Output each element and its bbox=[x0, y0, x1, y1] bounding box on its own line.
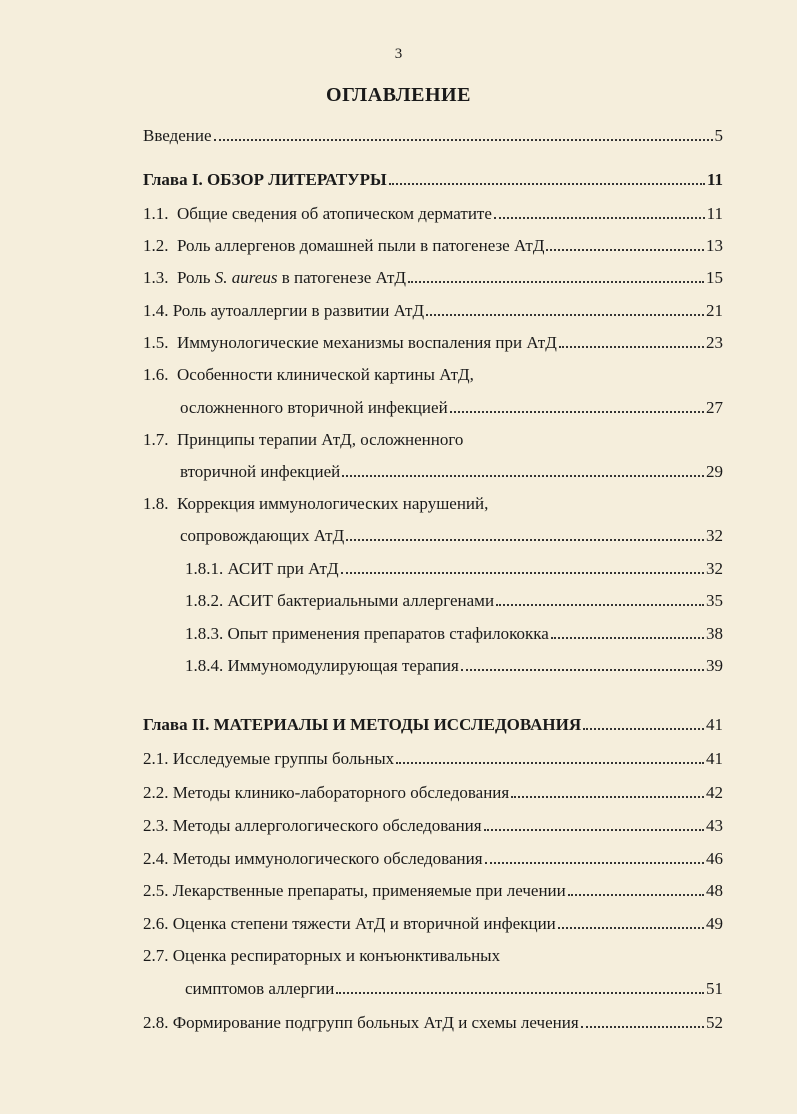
dot-leader bbox=[511, 796, 704, 798]
dot-leader bbox=[461, 669, 704, 671]
toc-entry-1-8 bbox=[143, 492, 723, 516]
toc-entry-label: Коррекция иммунологических нарушений, bbox=[177, 494, 489, 513]
toc-entry-page: 52 bbox=[706, 1013, 723, 1032]
dot-leader bbox=[389, 183, 705, 185]
toc-entry-label: Общие сведения об атопическом дерматите bbox=[177, 204, 492, 223]
dot-leader bbox=[214, 139, 713, 141]
dot-leader bbox=[336, 992, 704, 994]
toc-entry-1-1 bbox=[143, 202, 723, 226]
toc-entry-label: 1.8.2. АСИТ бактериальными аллергенами bbox=[185, 591, 495, 610]
toc-entry-page: 38 bbox=[706, 624, 723, 643]
dot-leader bbox=[346, 539, 704, 541]
toc-entry-label-cont: осложненного вторичной инфекцией bbox=[180, 398, 448, 417]
toc-entry-label: 2.8. Формирование подгрупп больных АтД и схемы лечения bbox=[143, 1013, 579, 1032]
toc-entry-page: 48 bbox=[706, 881, 723, 900]
toc-entry-page: 23 bbox=[706, 333, 723, 352]
toc-entry-2-8 bbox=[143, 1011, 723, 1035]
toc-entry-1-6-cont bbox=[180, 396, 723, 420]
dot-leader bbox=[558, 927, 704, 929]
dot-leader bbox=[581, 1026, 704, 1028]
toc-entry-1-3 bbox=[143, 266, 723, 290]
toc-entry-label: 1.8.3. Опыт применения препаратов стафилококка bbox=[185, 624, 549, 643]
toc-entry-label-italic: S. aureus bbox=[214, 268, 278, 287]
toc-entry-page: 29 bbox=[706, 462, 723, 481]
toc-entry-1-8-1 bbox=[185, 557, 723, 581]
toc-entry-label: 2.1. Исследуемые группы больных bbox=[143, 749, 395, 768]
toc-entry-1-8-cont bbox=[180, 524, 723, 548]
toc-entry-label: 1.8.1. АСИТ при АтД bbox=[185, 559, 339, 578]
dot-leader bbox=[450, 411, 704, 413]
toc-entry-label: Роль аллергенов домашней пыли в патогенезе АтД bbox=[177, 236, 545, 255]
toc-entry-page: 51 bbox=[706, 979, 723, 998]
dot-leader bbox=[546, 249, 704, 251]
toc-entry-label: Роль аутоаллергии в развитии АтД bbox=[172, 301, 425, 320]
toc-entry-number: 1.5. bbox=[143, 333, 169, 352]
toc-entry-1-5 bbox=[143, 331, 723, 355]
toc-entry-label: Введение bbox=[143, 126, 212, 145]
toc-title: ОГЛАВЛЕНИЕ bbox=[326, 84, 471, 106]
dot-leader bbox=[485, 862, 704, 864]
toc-entry-page: 41 bbox=[706, 715, 723, 734]
toc-entry-page: 42 bbox=[706, 783, 723, 802]
toc-entry-label-cont: симптомов аллергии bbox=[185, 979, 335, 998]
toc-entry-number: 1.7. bbox=[143, 430, 169, 449]
dot-leader bbox=[408, 281, 704, 283]
toc-entry-2-7 bbox=[143, 944, 723, 968]
page-number: 3 bbox=[394, 46, 403, 62]
toc-entry-page: 46 bbox=[706, 849, 723, 868]
toc-entry-label: Иммунологические механизмы воспаления при АтД bbox=[177, 333, 557, 352]
dot-leader bbox=[484, 829, 704, 831]
toc-entry-1-7 bbox=[143, 428, 723, 452]
toc-entry-page: 15 bbox=[706, 268, 723, 287]
toc-entry-1-7-cont bbox=[180, 460, 723, 484]
toc-entry-2-5 bbox=[143, 879, 723, 903]
toc-entry-label: Глава I. ОБЗОР ЛИТЕРАТУРЫ bbox=[143, 170, 387, 189]
toc-entry-page: 43 bbox=[706, 816, 723, 835]
toc-entry-2-6 bbox=[143, 912, 723, 936]
toc-entry-number: 1.1. bbox=[143, 204, 169, 223]
toc-entry-page: 11 bbox=[706, 170, 723, 189]
dot-leader bbox=[494, 217, 705, 219]
toc-entry-label: 2.6. Оценка степени тяжести АтД и вторичной инфекции bbox=[143, 914, 556, 933]
toc-entry-label: Глава II. МАТЕРИАЛЫ И МЕТОДЫ ИССЛЕДОВАНИЯ bbox=[143, 715, 582, 734]
toc-entry-2-1 bbox=[143, 747, 723, 771]
toc-entry-introduction bbox=[143, 124, 723, 148]
toc-entry-page: 32 bbox=[706, 526, 723, 545]
toc-entry-label: 2.4. Методы иммунологического обследования bbox=[143, 849, 483, 868]
toc-entry-page: 39 bbox=[706, 656, 723, 675]
toc-entry-page: 27 bbox=[706, 398, 723, 417]
toc-entry-page: 35 bbox=[706, 591, 723, 610]
toc-entry-page: 32 bbox=[706, 559, 723, 578]
toc-entry-label-pre: Роль bbox=[177, 268, 215, 287]
toc-entry-2-2 bbox=[143, 781, 723, 805]
toc-entry-number: 1.4. bbox=[143, 301, 169, 320]
toc-entry-1-4 bbox=[143, 299, 723, 323]
toc-entry-page: 5 bbox=[714, 126, 723, 145]
toc-entry-page: 49 bbox=[706, 914, 723, 933]
dot-leader bbox=[559, 346, 704, 348]
dot-leader bbox=[583, 728, 704, 730]
toc-entry-chapter-2 bbox=[143, 713, 723, 737]
toc-entry-label: Принципы терапии АтД, осложненного bbox=[177, 430, 464, 449]
toc-entry-chapter-1 bbox=[143, 168, 723, 192]
toc-entry-label-cont: вторичной инфекцией bbox=[180, 462, 341, 481]
dot-leader bbox=[426, 314, 704, 316]
toc-entry-page: 11 bbox=[706, 204, 723, 223]
dot-leader bbox=[396, 762, 704, 764]
toc-entry-page: 13 bbox=[706, 236, 723, 255]
toc-entry-label-cont: сопровождающих АтД bbox=[180, 526, 345, 545]
dot-leader bbox=[341, 572, 704, 574]
toc-entry-label-post: в патогенезе АтД bbox=[277, 268, 406, 287]
toc-entry-label: 1.8.4. Иммуномодулирующая терапия bbox=[185, 656, 459, 675]
dot-leader bbox=[342, 475, 704, 477]
toc-entry-1-8-3 bbox=[185, 622, 723, 646]
toc-entry-2-3 bbox=[143, 814, 723, 838]
toc-entry-label: 2.3. Методы аллергологического обследования bbox=[143, 816, 482, 835]
toc-entry-number: 1.3. bbox=[143, 268, 169, 287]
toc-entry-label: 2.7. Оценка респираторных и конъюнктивальных bbox=[143, 946, 501, 965]
toc-entry-number: 1.2. bbox=[143, 236, 169, 255]
toc-entry-1-6 bbox=[143, 363, 723, 387]
toc-entry-label: 2.2. Методы клинико-лабораторного обследования bbox=[143, 783, 510, 802]
dot-leader bbox=[568, 894, 704, 896]
toc-entry-page: 41 bbox=[706, 749, 723, 768]
toc-entry-2-7-cont bbox=[185, 977, 723, 1001]
toc-entry-1-8-2 bbox=[185, 589, 723, 613]
toc-entry-label: 2.5. Лекарственные препараты, применяемые при лечении bbox=[143, 881, 566, 900]
toc-entry-2-4 bbox=[143, 847, 723, 871]
toc-entry-1-2 bbox=[143, 234, 723, 258]
dot-leader bbox=[551, 637, 704, 639]
toc-entry-page: 21 bbox=[706, 301, 723, 320]
toc-entry-label: Особенности клинической картины АтД, bbox=[177, 365, 474, 384]
toc-entry-1-8-4 bbox=[185, 654, 723, 678]
toc-entry-number: 1.6. bbox=[143, 365, 169, 384]
toc-entry-number: 1.8. bbox=[143, 494, 169, 513]
dot-leader bbox=[496, 604, 704, 606]
